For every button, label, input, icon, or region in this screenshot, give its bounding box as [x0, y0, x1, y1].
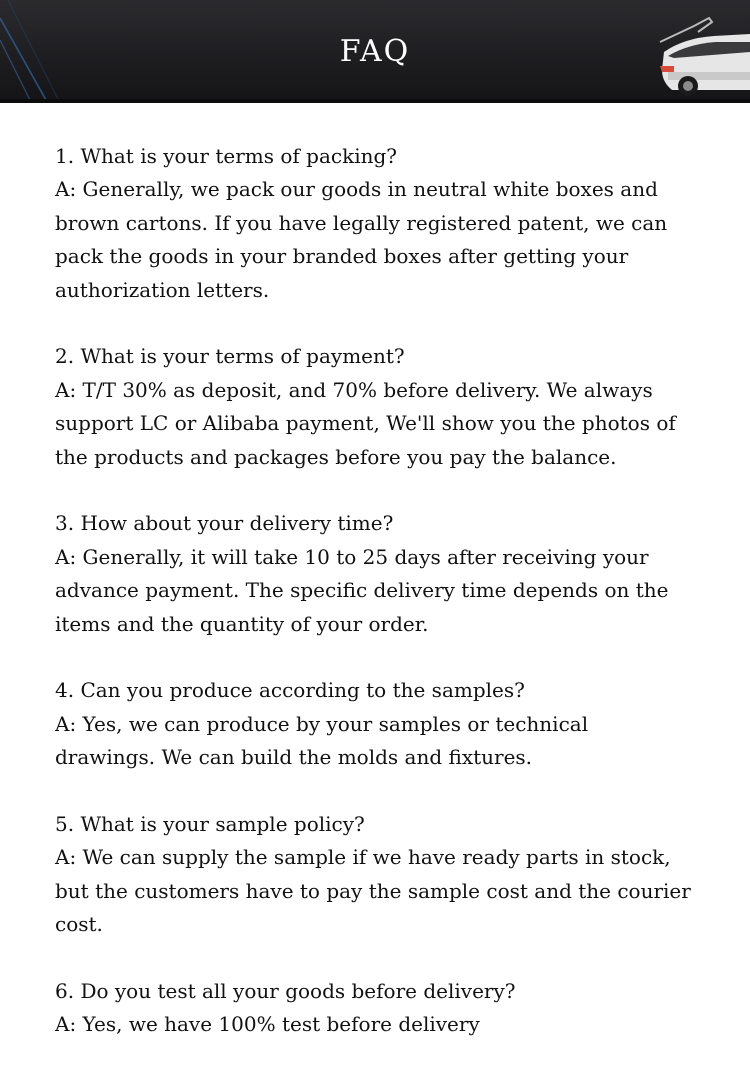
faq-answer-line: A: Generally, we pack our goods in neutral white boxes and	[55, 177, 658, 202]
faq-item	[55, 140, 725, 307]
faq-question: 4. Can you produce according to the samples?	[55, 678, 525, 703]
faq-item	[55, 340, 725, 474]
faq-answer-line: drawings. We can build the molds and fixtures.	[55, 745, 533, 770]
faq-answer-line: support LC or Alibaba payment, We'll show you the photos of	[55, 411, 676, 436]
faq-item	[55, 674, 725, 774]
faq-answer-line: brown cartons. If you have legally registered patent, we can	[55, 210, 668, 235]
faq-item	[55, 975, 725, 1042]
faq-list	[55, 140, 725, 1075]
faq-item	[55, 808, 725, 942]
faq-answer-line: advance payment. The specific delivery time depends on the	[55, 578, 669, 603]
suv-car-image	[654, 12, 750, 98]
faq-answer-line: pack the goods in your branded boxes after getting your	[55, 244, 629, 269]
faq-answer-line: A: Generally, it will take 10 to 25 days after receiving your	[55, 544, 649, 569]
faq-answer-line: the products and packages before you pay the balance.	[55, 444, 617, 469]
faq-answer-line: items and the quantity of your order.	[55, 611, 429, 636]
faq-answer-line: A: Yes, we have 100% test before delivery	[55, 1012, 480, 1037]
faq-answer-line: but the customers have to pay the sample cost and the courier	[55, 878, 691, 903]
faq-question: 6. Do you test all your goods before delivery?	[55, 979, 516, 1004]
faq-answer-line: A: Yes, we can produce by your samples or technical	[55, 711, 589, 736]
faq-answer-line: A: We can supply the sample if we have ready parts in stock,	[55, 845, 671, 870]
faq-banner	[0, 0, 750, 103]
faq-item	[55, 507, 725, 641]
page-title: FAQ	[339, 34, 411, 69]
faq-question: 3. How about your delivery time?	[55, 511, 394, 536]
faq-question: 2. What is your terms of payment?	[55, 344, 405, 369]
faq-answer-line: authorization letters.	[55, 277, 270, 302]
faq-answer-line: A: T/T 30% as deposit, and 70% before delivery. We always	[55, 377, 653, 402]
faq-question: 5. What is your sample policy?	[55, 812, 365, 837]
faq-question: 1. What is your terms of packing?	[55, 144, 398, 168]
faq-answer-line: cost.	[55, 912, 103, 937]
banner-divider	[0, 99, 750, 103]
